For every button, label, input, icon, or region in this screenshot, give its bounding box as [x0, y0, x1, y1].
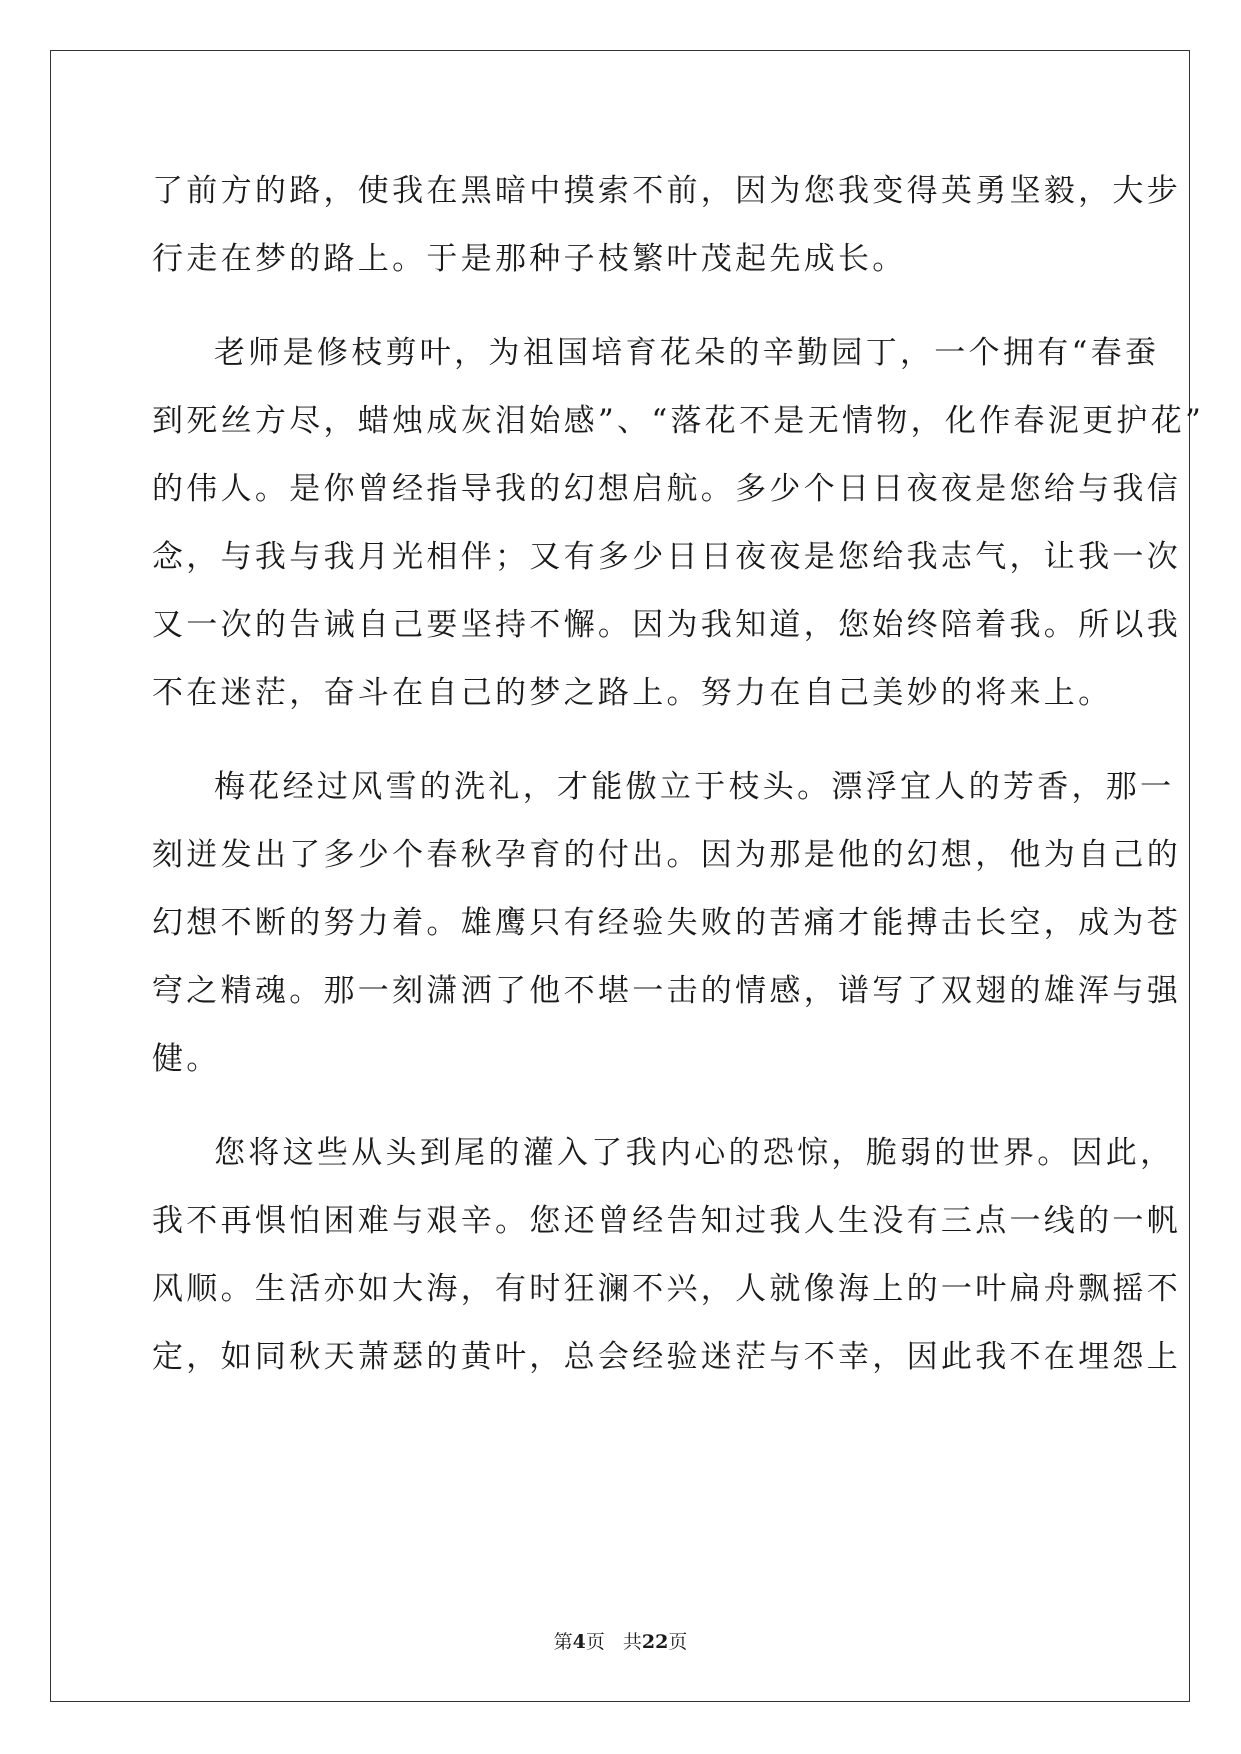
text-line: 幻想不断的努力着。雄鹰只有经验失败的苦痛才能搏击长空，成为苍: [152, 905, 1181, 941]
text-line: 梅花经过风雪的洗礼，才能傲立于枝头。漂浮宜人的芳香，那一: [214, 769, 1175, 805]
paragraph-gap: [152, 1093, 1088, 1119]
paragraph: [152, 157, 1181, 293]
total-pages: 22: [641, 1631, 669, 1653]
paragraph-gap: [152, 727, 1088, 753]
text-line: 定，如同秋天萧瑟的黄叶，总会经验迷茫与不幸，因此我不在埋怨上: [152, 1339, 1181, 1375]
paragraph: [152, 1119, 1181, 1391]
text-line: 风顺。生活亦如大海，有时狂澜不兴，人就像海上的一叶扁舟飘摇不: [152, 1271, 1181, 1307]
total-prefix: 共: [622, 1631, 642, 1653]
text-line: 不在迷茫，奋斗在自己的梦之路上。努力在自己美妙的将来上。: [152, 675, 1113, 711]
page-prefix: 第: [553, 1631, 573, 1653]
page-suffix: 页: [585, 1631, 605, 1653]
page-number: 4: [572, 1631, 586, 1653]
text-line: 穹之精魂。那一刻潇洒了他不堪一击的情感，谱写了双翅的雄浑与强: [152, 973, 1181, 1009]
page-footer: [0, 1627, 1241, 1654]
text-line: 到死丝方尽，蜡烛成灰泪始感”、“落花不是无情物，化作春泥更护花”: [152, 403, 1205, 439]
text-line: 老师是修枝剪叶，为祖国培育花朵的辛勤园丁，一个拥有“春蚕: [214, 335, 1160, 371]
paragraph-gap: [152, 293, 1088, 319]
text-line: 又一次的告诫自己要坚持不懈。因为我知道，您始终陪着我。所以我: [152, 607, 1181, 643]
text-line: 我不再惧怕困难与艰辛。您还曾经告知过我人生没有三点一线的一帆: [152, 1203, 1181, 1239]
text-line: 行走在梦的路上。于是那种子枝繁叶茂起先成长。: [152, 241, 907, 277]
paragraph: [152, 319, 1205, 727]
total-suffix: 页: [668, 1631, 688, 1653]
text-line: 刻迸发出了多少个春秋孕育的付出。因为那是他的幻想，他为自己的: [152, 837, 1181, 873]
text-line: 的伟人。是你曾经指导我的幻想启航。多少个日日夜夜是您给与我信: [152, 471, 1181, 507]
document-body: [152, 157, 1205, 1391]
text-line: 您将这些从头到尾的灌入了我内心的恐惊，脆弱的世界。因此，: [214, 1135, 1175, 1171]
text-line: 了前方的路，使我在黑暗中摸索不前，因为您我变得英勇坚毅，大步: [152, 173, 1181, 209]
text-line: 健。: [152, 1041, 221, 1077]
paragraph: [152, 753, 1181, 1093]
text-line: 念，与我与我月光相伴；又有多少日日夜夜是您给我志气，让我一次: [152, 539, 1181, 575]
